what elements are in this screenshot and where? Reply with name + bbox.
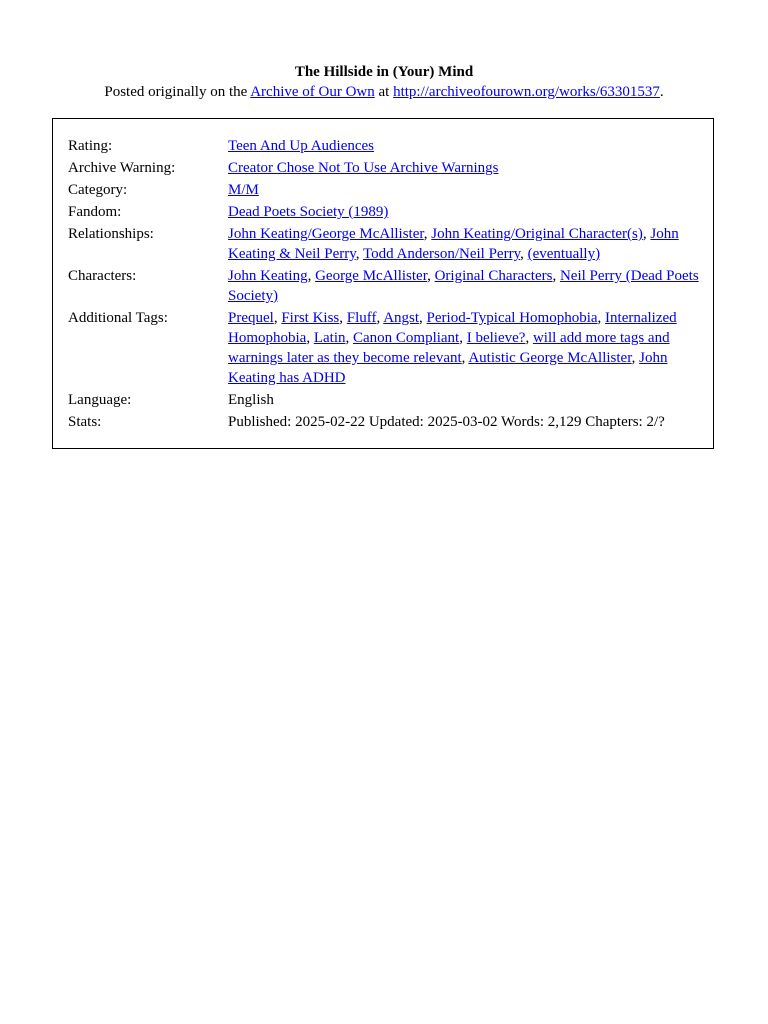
rating-link[interactable]: Teen And Up Audiences [228,138,375,154]
rating-value [228,136,708,158]
category-link[interactable]: M/M [228,182,259,198]
relationships-link[interactable]: (eventually) [527,246,601,262]
tags-link[interactable]: will add more tags and warnings later as they become relevant [228,330,670,366]
tags-link[interactable]: Autistic George McAllister [468,350,632,366]
tags-link[interactable]: Period-Typical Homophobia [426,310,598,326]
relationships-label: Relationships: [68,226,154,242]
language-row [68,390,708,412]
category-row [68,180,708,202]
work-title: The Hillside in (Your) Mind [294,64,474,80]
tags-row [68,308,708,390]
end-punct: . [659,84,664,100]
tags-link[interactable]: Latin [313,330,346,346]
relationships-value: John Keating/George McAllister, John Keating/Original Character(s), John Keating & Neil Perry, Todd Anderson/Neil Perry, (eventually) [228,226,679,262]
tags-link[interactable]: Fluff [346,310,377,326]
stats-row [68,412,708,434]
language-label: Language: [68,392,132,408]
meta-table [68,136,708,434]
tags-label: Additional Tags: [68,310,168,326]
stats-label: Stats: [68,414,102,430]
language-value: English [228,392,274,408]
fandom-label: Fandom: [68,204,122,220]
tags-link[interactable]: Angst [383,310,420,326]
relationships-row [68,224,708,266]
work-meta-box [52,118,714,449]
relationships-link[interactable]: Todd Anderson/Neil Perry [362,246,521,262]
rating-row [68,136,708,158]
archive-link[interactable]: Archive of Our Own [250,84,375,100]
relationships-link[interactable]: John Keating & Neil Perry [228,226,679,262]
relationships-link[interactable]: John Keating/George McAllister [228,226,424,242]
characters-label: Characters: [68,268,137,284]
fandom-value [228,202,708,224]
fandom-row [68,202,708,224]
tags-value: Prequel, First Kiss, Fluff, Angst, Period-Typical Homophobia, Internalized Homophobia, Latin, Canon Compliant, I believe?, will add more tags and warnings later as they become relevant, Autistic George McAllister, John Keating has ADHD [228,310,677,386]
tags-link[interactable]: Prequel [228,310,274,326]
characters-row [68,266,708,308]
warning-row [68,158,708,180]
rating-label: Rating: [68,138,113,154]
tags-link[interactable]: John Keating has ADHD [228,350,668,386]
posted-line [0,82,768,102]
characters-link[interactable]: Neil Perry (Dead Poets Society) [228,268,699,304]
category-label: Category: [68,182,128,198]
stats-value: Published: 2025-02-22 Updated: 2025-03-02 Words: 2,129 Chapters: 2/? [228,414,665,430]
tags-link[interactable]: I believe? [466,330,526,346]
tags-link[interactable]: Internalized Homophobia [228,310,677,346]
warning-label: Archive Warning: [68,160,176,176]
characters-link[interactable]: Original Characters [434,268,553,284]
characters-value: John Keating, George McAllister, Original Characters, Neil Perry (Dead Poets Society) [228,268,699,304]
at-text: at [374,84,394,100]
characters-link[interactable]: John Keating [228,268,308,284]
warning-link[interactable]: Creator Chose Not To Use Archive Warnings [228,160,499,176]
relationships-link[interactable]: John Keating/Original Character(s) [431,226,643,242]
posted-prefix: Posted originally on the [104,84,251,100]
work-url-link[interactable]: http://archiveofourown.org/works/63301537 [393,84,660,100]
warning-value [228,158,708,180]
category-value [228,180,708,202]
tags-link[interactable]: First Kiss [281,310,340,326]
characters-link[interactable]: George McAllister [315,268,428,284]
fandom-link[interactable]: Dead Poets Society (1989) [228,204,389,220]
work-header [0,62,768,102]
tags-link[interactable]: Canon Compliant [352,330,460,346]
